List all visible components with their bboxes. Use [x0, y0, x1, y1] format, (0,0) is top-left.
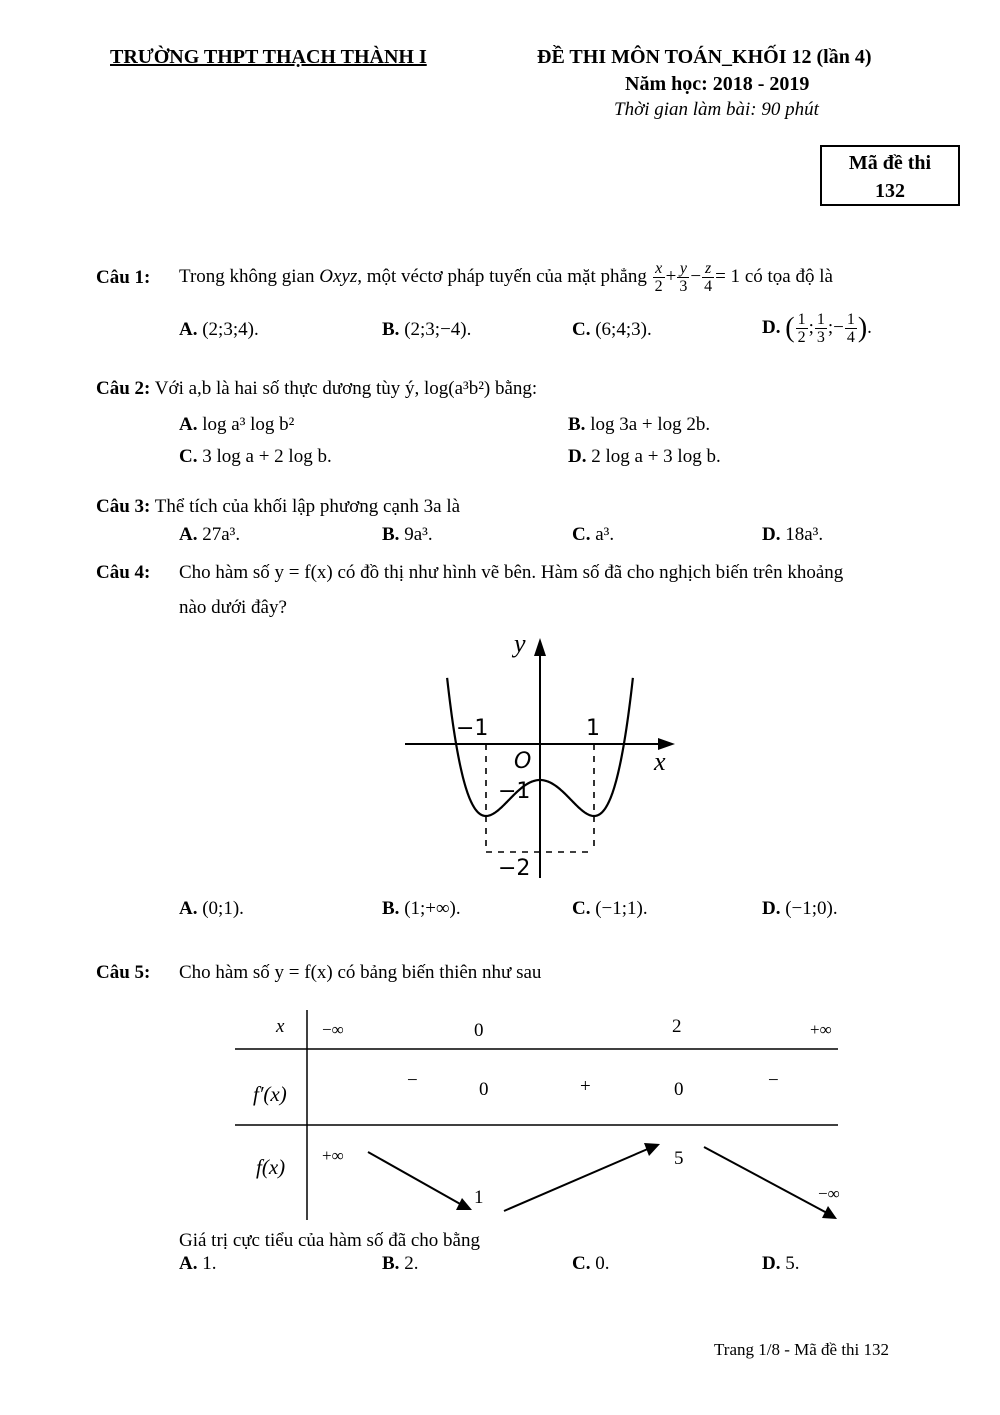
q3-option-b[interactable]: B. 9a³. — [382, 524, 433, 545]
table-f-val-2: 5 — [674, 1148, 684, 1169]
table-row-fprime: f′(x) — [253, 1082, 287, 1106]
school-year: Năm học: 2018 - 2019 — [625, 73, 810, 95]
exam-code-box — [820, 145, 960, 206]
q1-option-d[interactable]: D. ( $\frac{1}{2}$ ; $\frac{1}{3}$ ;− $\frac{1}{4}$ ). — [762, 311, 872, 347]
q3-text: Thể tích của khối lập phương cạnh 3a là — [154, 496, 461, 517]
q4-option-a[interactable]: A. (0;1). — [179, 898, 244, 919]
q5-text: Cho hàm số y = f(x) có bảng biến thiên như sau — [179, 962, 542, 983]
arrow-down-2 — [704, 1147, 827, 1213]
q2-text: Với a,b là hai số thực dương tùy ý, — [154, 378, 420, 399]
q2-option-d[interactable]: D. 2 log a + 3 log b. — [568, 446, 721, 467]
q1-text-c: có tọa độ là — [744, 266, 833, 287]
q5-label: Câu 5: — [96, 962, 151, 983]
table-fp-val-0: − — [407, 1070, 418, 1091]
q5-option-c[interactable]: C. 0. — [572, 1253, 610, 1274]
q2-label: Câu 2: — [96, 378, 151, 399]
q2-expr: log(a³b²) — [423, 378, 491, 399]
table-x-val-2: 2 — [672, 1016, 682, 1037]
q4-text2: nào dưới đây? — [179, 597, 287, 618]
q5-option-d[interactable]: D. 5. — [762, 1253, 800, 1274]
q1-frac-z: $\frac{z}{4}$ — [704, 260, 713, 296]
q2-stem — [96, 378, 537, 400]
table-fp-val-1: 0 — [479, 1079, 489, 1100]
exam-title: ĐỀ THI MÔN TOÁN_KHỐI 12 (lần 4) — [537, 46, 872, 68]
table-row-x: x — [276, 1016, 285, 1037]
q2-option-b[interactable]: B. log 3a + log 2b. — [568, 414, 711, 435]
q1-frac-y: $\frac{y}{3}$ — [679, 260, 688, 296]
q1-option-b[interactable]: B. (2;3;−4). — [382, 319, 472, 340]
school-name: TRƯỜNG THPT THẠCH THÀNH I — [110, 46, 427, 68]
page-footer: Trang 1/8 - Mã đề thi 132 — [714, 1340, 890, 1359]
q2-option-a[interactable]: A. log a³ log b² — [179, 414, 295, 435]
x-axis-label: x — [654, 747, 666, 776]
q2-option-c[interactable]: C. 3 log a + 2 log b. — [179, 446, 332, 467]
y-axis-label: y — [514, 630, 526, 658]
origin-label: O — [514, 749, 532, 774]
table-fp-val-2: + — [580, 1076, 591, 1097]
q4-option-d[interactable]: D. (−1;0). — [762, 898, 838, 919]
table-f-val-3: −∞ — [818, 1184, 840, 1203]
q3-label: Câu 3: — [96, 496, 151, 517]
q4-option-c[interactable]: C. (−1;1). — [572, 898, 648, 919]
q3-option-c[interactable]: C. a³. — [572, 524, 615, 545]
exam-code-label: Mã đề thi — [848, 152, 932, 174]
table-fp-val-4: − — [768, 1070, 779, 1091]
y-axis-arrow-icon — [534, 638, 546, 656]
q1-option-a[interactable]: A. (2;3;4). — [179, 319, 259, 340]
q4-function-graph — [400, 630, 690, 885]
q4-label: Câu 4: — [96, 562, 151, 583]
q5-option-a[interactable]: A. 1. — [179, 1253, 217, 1274]
table-row-f: f(x) — [256, 1155, 286, 1179]
q3-option-a[interactable]: A. 27a³. — [179, 524, 241, 545]
value-label-minus1: −1 — [498, 779, 531, 804]
q1-text-b: , một véctơ pháp tuyến của mặt phẳng — [357, 266, 647, 287]
q1-rhs: = 1 — [715, 266, 741, 287]
exam-duration: Thời gian làm bài: 90 phút — [614, 99, 819, 120]
value-label-minus2: −2 — [498, 856, 531, 881]
q2-text-b: bằng: — [495, 378, 538, 399]
q1-label: Câu 1: — [96, 267, 151, 288]
q3-option-d[interactable]: D. 18a³. — [762, 524, 824, 545]
q4-option-b[interactable]: B. (1;+∞). — [382, 898, 461, 919]
tick-label-1: 1 — [586, 716, 600, 741]
table-f-val-0: +∞ — [322, 1146, 344, 1165]
tick-label-minus1: −1 — [456, 716, 489, 741]
table-x-val-3: +∞ — [810, 1020, 832, 1039]
q1-option-c[interactable]: C. (6;4;3). — [572, 319, 652, 340]
arrow-up — [504, 1148, 650, 1211]
arrow-down-1 — [368, 1152, 462, 1205]
q1-text: Trong không gian Oxyz, một véctơ pháp tuyến của mặt phẳng $\frac{x}{2}$ + $\frac{y}{3}$ − $\frac{z}{4}$ = 1 có tọa độ là — [179, 260, 833, 296]
table-f-val-1: 1 — [474, 1187, 484, 1208]
q1-frac-x: $\frac{x}{2}$ — [654, 260, 663, 296]
table-fp-val-3: 0 — [674, 1079, 684, 1100]
q1-text-a: Trong không gian — [179, 266, 315, 287]
q4-text1: Cho hàm số y = f(x) có đồ thị như hình vẽ bên. Hàm số đã cho nghịch biến trên khoảng — [179, 562, 844, 583]
exam-code: 132 — [875, 180, 905, 202]
q5-option-b[interactable]: B. 2. — [382, 1253, 419, 1274]
q1-oxyz: Oxyz — [319, 266, 358, 287]
table-x-val-1: 0 — [474, 1020, 484, 1041]
table-x-val-0: −∞ — [322, 1020, 344, 1039]
q5-question: Giá trị cực tiểu của hàm số đã cho bằng — [179, 1230, 480, 1251]
q3-stem — [96, 496, 460, 518]
